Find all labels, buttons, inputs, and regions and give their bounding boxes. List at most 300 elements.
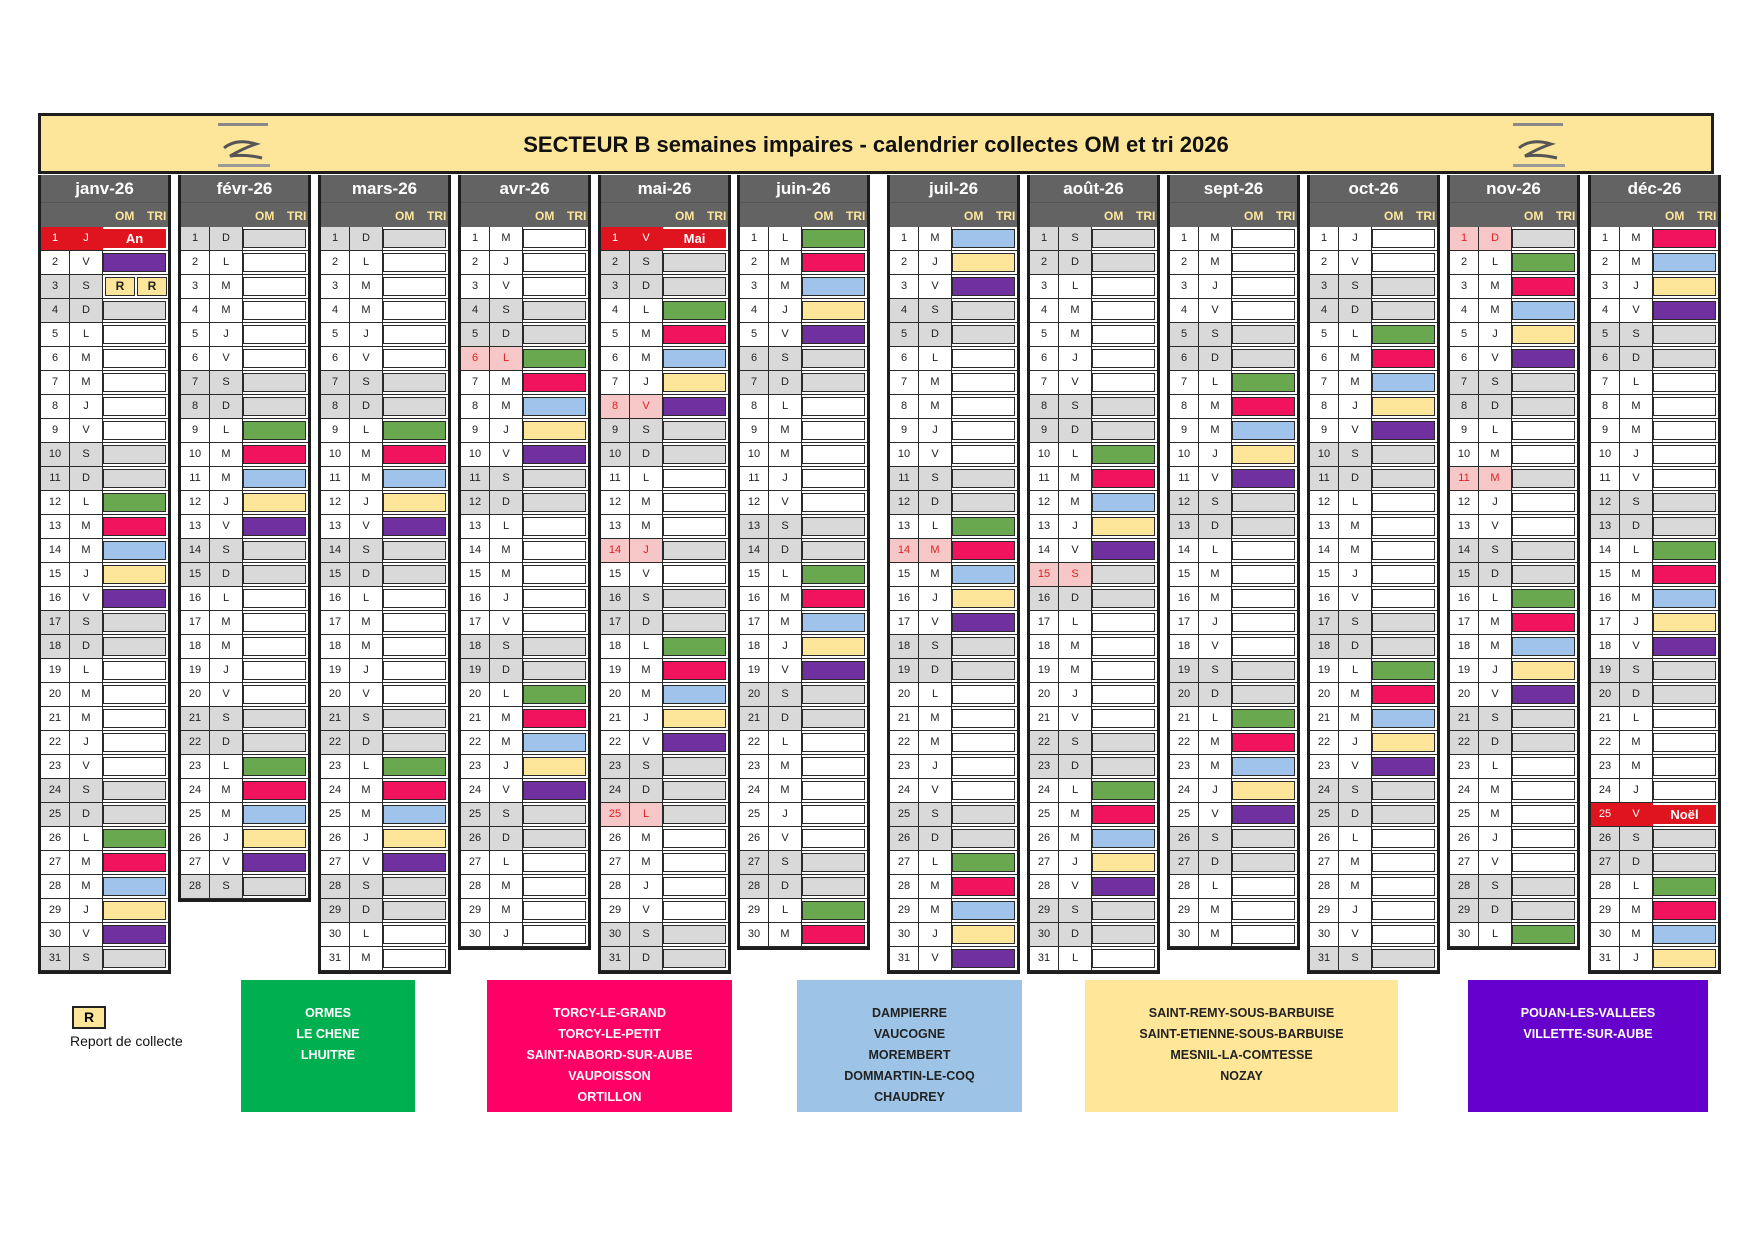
- day-number: 25: [1170, 803, 1199, 826]
- day-number: 7: [1030, 371, 1059, 394]
- collection-cell: [663, 397, 726, 416]
- collection-cell: [663, 373, 726, 392]
- weekday-letter: S: [70, 443, 103, 466]
- day-number: 16: [181, 587, 210, 610]
- day-row: [1030, 827, 1157, 851]
- commune-name: DOMMARTIN-LE-COQ: [844, 1069, 975, 1083]
- day-row: [1170, 251, 1297, 275]
- day-row: [890, 467, 1017, 491]
- day-row: [601, 539, 728, 563]
- weekday-letter: L: [1199, 707, 1232, 730]
- collection-cell: [1232, 853, 1295, 872]
- weekday-letter: V: [70, 251, 103, 274]
- day-number: 3: [461, 275, 490, 298]
- weekday-letter: S: [490, 299, 523, 322]
- day-number: 4: [181, 299, 210, 322]
- weekday-letter: D: [1479, 899, 1512, 922]
- day-row: [321, 419, 448, 443]
- weekday-letter: M: [1199, 395, 1232, 418]
- day-number: 6: [461, 347, 490, 370]
- om-label: OM: [964, 209, 984, 223]
- collection-cell: [952, 301, 1015, 320]
- day-number: 23: [1310, 755, 1339, 778]
- day-row: [321, 299, 448, 323]
- day-number: 27: [1591, 851, 1620, 874]
- collection-cell: [103, 373, 166, 392]
- day-number: 14: [1030, 539, 1059, 562]
- collection-cell: [103, 709, 166, 728]
- day-number: 22: [41, 731, 70, 754]
- day-number: 15: [1591, 563, 1620, 586]
- collection-cell: [663, 445, 726, 464]
- day-row: [601, 347, 728, 371]
- day-row: [181, 371, 308, 395]
- day-row: [601, 851, 728, 875]
- weekday-letter: D: [1479, 395, 1512, 418]
- weekday-letter: D: [490, 827, 523, 850]
- day-row: [1170, 731, 1297, 755]
- day-row: [1450, 851, 1577, 875]
- weekday-letter: L: [350, 419, 383, 442]
- day-row: [740, 683, 867, 707]
- commune-name: ORMES: [305, 1006, 351, 1020]
- weekday-letter: S: [1059, 899, 1092, 922]
- day-number: 28: [321, 875, 350, 898]
- collection-cell: [383, 613, 446, 632]
- collection-cell: [1653, 493, 1716, 512]
- day-number: 13: [181, 515, 210, 538]
- collection-cell: [383, 301, 446, 320]
- weekday-letter: M: [1059, 827, 1092, 850]
- weekday-letter: V: [1620, 299, 1653, 322]
- day-row: [461, 683, 588, 707]
- weekday-letter: J: [1059, 683, 1092, 706]
- weekday-letter: M: [1339, 683, 1372, 706]
- day-number: 15: [41, 563, 70, 586]
- day-number: 4: [1450, 299, 1479, 322]
- weekday-letter: V: [1479, 683, 1512, 706]
- day-row: [1170, 635, 1297, 659]
- weekday-letter: L: [1059, 443, 1092, 466]
- day-row: [461, 827, 588, 851]
- weekday-letter: M: [769, 275, 802, 298]
- weekday-letter: D: [630, 779, 663, 802]
- day-number: 26: [41, 827, 70, 850]
- weekday-letter: L: [490, 347, 523, 370]
- day-row: [321, 755, 448, 779]
- day-row: [740, 803, 867, 827]
- weekday-letter: M: [769, 251, 802, 274]
- day-row: [1450, 659, 1577, 683]
- day-number: 30: [601, 923, 630, 946]
- weekday-letter: M: [769, 779, 802, 802]
- collection-cell: [1653, 421, 1716, 440]
- collection-cell: [103, 781, 166, 800]
- weekday-letter: S: [1620, 323, 1653, 346]
- day-number: 23: [181, 755, 210, 778]
- day-number: 7: [1310, 371, 1339, 394]
- weekday-letter: J: [1620, 443, 1653, 466]
- weekday-letter: M: [1339, 347, 1372, 370]
- weekday-letter: D: [1479, 227, 1512, 250]
- collection-cell: [952, 733, 1015, 752]
- day-number: 14: [181, 539, 210, 562]
- weekday-letter: J: [70, 731, 103, 754]
- day-number: 23: [1591, 755, 1620, 778]
- day-row: [740, 875, 867, 899]
- day-row: [321, 515, 448, 539]
- day-number: 22: [740, 731, 769, 754]
- day-number: 17: [601, 611, 630, 634]
- weekday-letter: S: [350, 707, 383, 730]
- day-number: 6: [1310, 347, 1339, 370]
- weekday-letter: M: [630, 515, 663, 538]
- day-row: [461, 371, 588, 395]
- day-row: [601, 251, 728, 275]
- day-number: 24: [1030, 779, 1059, 802]
- day-row: [41, 515, 168, 539]
- collection-cell: [952, 541, 1015, 560]
- day-row: [41, 731, 168, 755]
- day-number: 24: [1450, 779, 1479, 802]
- weekday-letter: D: [769, 371, 802, 394]
- day-number: 15: [181, 563, 210, 586]
- day-number: 12: [1591, 491, 1620, 514]
- day-number: 17: [1030, 611, 1059, 634]
- day-row: [1170, 755, 1297, 779]
- day-number: 26: [1591, 827, 1620, 850]
- weekday-letter: L: [1479, 755, 1512, 778]
- tri-label: TRI: [996, 209, 1016, 223]
- day-number: 17: [1591, 611, 1620, 634]
- collection-cell: [802, 661, 865, 680]
- day-number: 25: [321, 803, 350, 826]
- day-row: [890, 395, 1017, 419]
- day-number: 15: [1310, 563, 1339, 586]
- day-number: 26: [601, 827, 630, 850]
- day-number: 2: [41, 251, 70, 274]
- collection-cell: [802, 253, 865, 272]
- collection-cell: [523, 301, 586, 320]
- day-row: [1591, 779, 1718, 803]
- collection-cell: [1372, 565, 1435, 584]
- collection-cell: [952, 853, 1015, 872]
- collection-cell: [243, 661, 306, 680]
- day-row: [461, 515, 588, 539]
- day-row: [740, 299, 867, 323]
- weekday-letter: M: [1059, 491, 1092, 514]
- day-row: [1591, 587, 1718, 611]
- collection-cell: [1653, 757, 1716, 776]
- collection-cell: [1653, 445, 1716, 464]
- day-row: [1030, 515, 1157, 539]
- day-number: 24: [1170, 779, 1199, 802]
- day-number: 16: [1450, 587, 1479, 610]
- day-number: 9: [461, 419, 490, 442]
- weekday-letter: D: [350, 395, 383, 418]
- collection-cell: [1232, 373, 1295, 392]
- om-label: OM: [1524, 209, 1544, 223]
- day-row: [890, 611, 1017, 635]
- weekday-letter: D: [1199, 347, 1232, 370]
- weekday-letter: M: [769, 755, 802, 778]
- weekday-letter: M: [1059, 323, 1092, 346]
- collection-cell: [243, 589, 306, 608]
- day-number: 20: [890, 683, 919, 706]
- day-number: 10: [1030, 443, 1059, 466]
- collection-cell: [103, 661, 166, 680]
- day-number: 5: [1170, 323, 1199, 346]
- collection-cell: [663, 733, 726, 752]
- collection-cell: [103, 541, 166, 560]
- collection-cell: [1512, 757, 1575, 776]
- collection-cell: [1232, 277, 1295, 296]
- weekday-letter: L: [1479, 587, 1512, 610]
- day-row: [601, 875, 728, 899]
- collection-cell: [1653, 469, 1716, 488]
- day-row: [1591, 827, 1718, 851]
- collection-cell: [1232, 637, 1295, 656]
- day-row: [1170, 227, 1297, 251]
- day-row: [41, 227, 168, 251]
- day-number: 7: [1170, 371, 1199, 394]
- day-number: 13: [890, 515, 919, 538]
- day-row: [1030, 419, 1157, 443]
- collection-cell: [523, 277, 586, 296]
- day-number: 25: [890, 803, 919, 826]
- day-row: [601, 659, 728, 683]
- collection-cell: [802, 517, 865, 536]
- day-row: [1310, 323, 1437, 347]
- month-column: [1307, 175, 1440, 974]
- weekday-letter: L: [70, 491, 103, 514]
- collection-cell: [1092, 493, 1155, 512]
- collection-cell: [1512, 925, 1575, 944]
- collection-cell: [1372, 685, 1435, 704]
- collection-cell: [663, 757, 726, 776]
- day-number: 23: [601, 755, 630, 778]
- day-row: [601, 947, 728, 971]
- day-number: 30: [890, 923, 919, 946]
- weekday-letter: V: [1620, 467, 1653, 490]
- legend-group: [241, 980, 415, 1112]
- day-row: [1591, 347, 1718, 371]
- month-name: mai-26: [601, 175, 728, 202]
- collection-cell: [1512, 661, 1575, 680]
- day-number: 26: [1450, 827, 1479, 850]
- collection-cell: [1372, 301, 1435, 320]
- day-number: 10: [461, 443, 490, 466]
- collection-cell: [1512, 397, 1575, 416]
- day-row: [1591, 875, 1718, 899]
- day-row: [1170, 923, 1297, 947]
- weekday-letter: M: [1059, 467, 1092, 490]
- day-number: 5: [461, 323, 490, 346]
- day-row: [1310, 923, 1437, 947]
- weekday-letter: M: [1479, 803, 1512, 826]
- weekday-letter: D: [769, 539, 802, 562]
- day-number: 10: [1591, 443, 1620, 466]
- collection-cell: [383, 589, 446, 608]
- collection-cell: [383, 853, 446, 872]
- weekday-letter: S: [1339, 443, 1372, 466]
- collection-cell: [383, 253, 446, 272]
- weekday-letter: M: [490, 539, 523, 562]
- weekday-letter: M: [490, 227, 523, 250]
- day-number: 9: [1030, 419, 1059, 442]
- om-label: OM: [115, 209, 135, 223]
- collection-cell: [103, 469, 166, 488]
- weekday-letter: S: [70, 779, 103, 802]
- day-row: [1591, 683, 1718, 707]
- weekday-letter: L: [210, 251, 243, 274]
- weekday-letter: L: [70, 323, 103, 346]
- collection-cell: [523, 253, 586, 272]
- weekday-letter: M: [630, 323, 663, 346]
- day-row: [41, 851, 168, 875]
- day-row: [461, 755, 588, 779]
- collection-cell: [663, 853, 726, 872]
- day-row: [601, 227, 728, 251]
- day-number: 30: [321, 923, 350, 946]
- weekday-letter: V: [1339, 419, 1372, 442]
- day-row: [1450, 275, 1577, 299]
- collection-cell: [523, 877, 586, 896]
- weekday-letter: M: [70, 683, 103, 706]
- collection-cell: [1232, 805, 1295, 824]
- om-label: OM: [1104, 209, 1124, 223]
- collection-cell: [952, 901, 1015, 920]
- day-number: 13: [1030, 515, 1059, 538]
- collection-cell: [523, 397, 586, 416]
- day-number: 8: [321, 395, 350, 418]
- day-row: [1310, 899, 1437, 923]
- day-row: [181, 851, 308, 875]
- collection-cell: [1092, 901, 1155, 920]
- day-number: 19: [740, 659, 769, 682]
- column-labels: [740, 202, 867, 227]
- collection-cell: [802, 901, 865, 920]
- day-row: [181, 635, 308, 659]
- weekday-letter: L: [1059, 611, 1092, 634]
- day-number: 1: [461, 227, 490, 250]
- day-number: 27: [601, 851, 630, 874]
- day-row: [321, 923, 448, 947]
- collection-cell: [523, 925, 586, 944]
- weekday-letter: D: [769, 875, 802, 898]
- day-number: 3: [321, 275, 350, 298]
- collection-cell: [1653, 853, 1716, 872]
- day-number: 1: [1170, 227, 1199, 250]
- day-row: [181, 803, 308, 827]
- day-row: [890, 899, 1017, 923]
- day-row: [1030, 875, 1157, 899]
- weekday-letter: M: [919, 395, 952, 418]
- commune-name: NOZAY: [1220, 1069, 1263, 1083]
- day-row: [1030, 227, 1157, 251]
- day-row: [740, 827, 867, 851]
- collection-cell: [1512, 901, 1575, 920]
- weekday-letter: V: [919, 443, 952, 466]
- collection-cell: [1232, 901, 1295, 920]
- weekday-letter: D: [210, 731, 243, 754]
- collection-cell: [1092, 637, 1155, 656]
- day-row: [1170, 875, 1297, 899]
- day-row: [321, 611, 448, 635]
- collection-cell: [1512, 349, 1575, 368]
- day-number: 16: [41, 587, 70, 610]
- weekday-letter: L: [769, 899, 802, 922]
- collection-cell: [1512, 589, 1575, 608]
- day-row: [321, 635, 448, 659]
- weekday-letter: D: [1059, 587, 1092, 610]
- collection-cell: [243, 757, 306, 776]
- commune-name: TORCY-LE-GRAND: [553, 1006, 666, 1020]
- collection-cell: [243, 805, 306, 824]
- collection-cell: [103, 829, 166, 848]
- collection-cell: [383, 277, 446, 296]
- day-row: [1030, 755, 1157, 779]
- day-row: [181, 467, 308, 491]
- collection-cell: [1372, 325, 1435, 344]
- weekday-letter: J: [1339, 899, 1372, 922]
- collection-cell: [1372, 877, 1435, 896]
- day-row: [1170, 515, 1297, 539]
- day-row: [1310, 611, 1437, 635]
- collection-cell: [663, 877, 726, 896]
- day-number: 21: [181, 707, 210, 730]
- day-number: 20: [1030, 683, 1059, 706]
- weekday-letter: V: [630, 731, 663, 754]
- day-row: [1170, 443, 1297, 467]
- day-number: 4: [601, 299, 630, 322]
- tri-label: TRI: [1276, 209, 1296, 223]
- weekday-letter: L: [769, 563, 802, 586]
- day-number: 13: [1450, 515, 1479, 538]
- day-row: [1030, 851, 1157, 875]
- weekday-letter: M: [1620, 755, 1653, 778]
- day-row: [890, 803, 1017, 827]
- day-row: [321, 443, 448, 467]
- day-row: [1591, 851, 1718, 875]
- day-row: [1030, 491, 1157, 515]
- day-row: [321, 275, 448, 299]
- day-row: [740, 539, 867, 563]
- collection-cell: [383, 829, 446, 848]
- weekday-letter: M: [70, 707, 103, 730]
- day-number: 3: [41, 275, 70, 298]
- day-row: [1591, 659, 1718, 683]
- collection-cell: [952, 349, 1015, 368]
- column-labels: [461, 202, 588, 227]
- collection-cell: [103, 733, 166, 752]
- day-number: 17: [1310, 611, 1339, 634]
- commune-name: SAINT-NABORD-SUR-AUBE: [526, 1048, 693, 1062]
- day-number: 25: [740, 803, 769, 826]
- day-row: [601, 371, 728, 395]
- weekday-letter: D: [1059, 251, 1092, 274]
- collection-cell: [663, 709, 726, 728]
- weekday-letter: V: [1199, 635, 1232, 658]
- weekday-letter: M: [70, 515, 103, 538]
- weekday-letter: D: [1620, 683, 1653, 706]
- day-row: [321, 707, 448, 731]
- day-row: [1310, 683, 1437, 707]
- day-number: 8: [1030, 395, 1059, 418]
- collection-cell: [1372, 469, 1435, 488]
- day-row: [1310, 227, 1437, 251]
- weekday-letter: S: [70, 947, 103, 970]
